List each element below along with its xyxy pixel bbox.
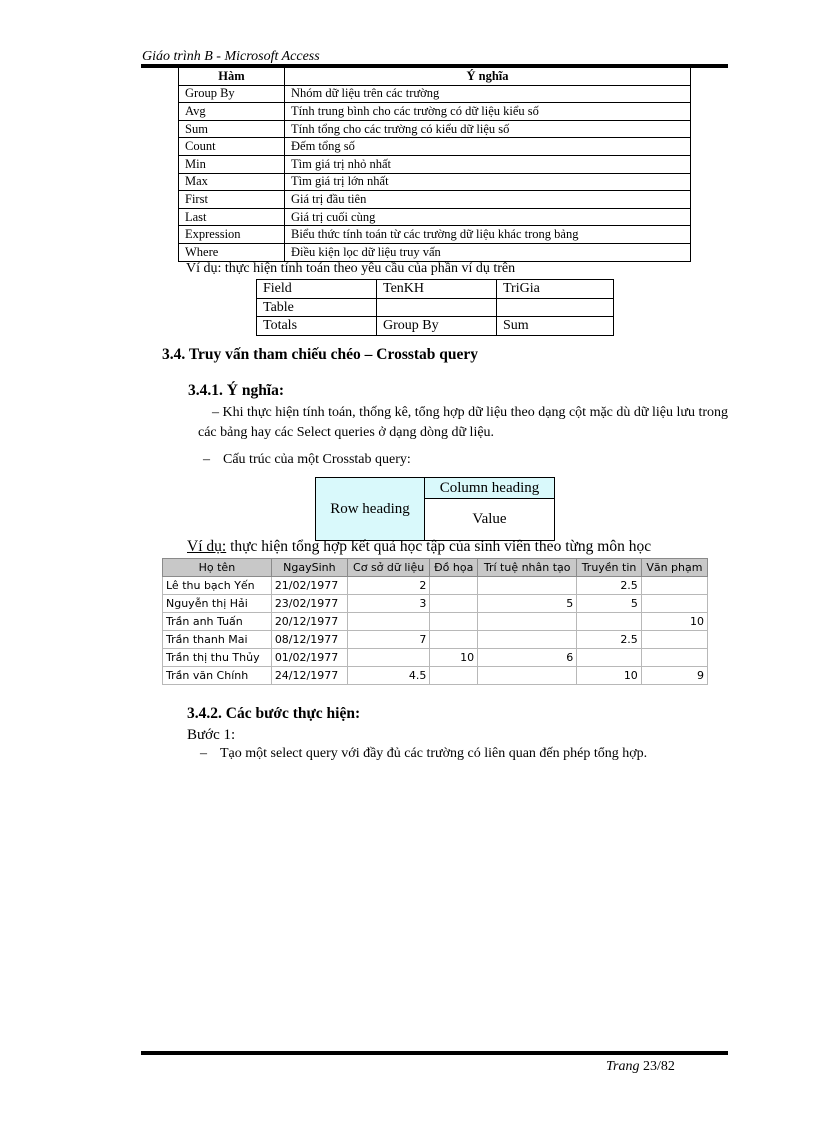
function-name: Expression <box>179 226 285 244</box>
function-name: Min <box>179 155 285 173</box>
score-cell: 4.5 <box>347 667 429 685</box>
qbe-cell: Sum <box>497 317 614 336</box>
qbe-cell: TenKH <box>377 280 497 299</box>
function-name: Count <box>179 138 285 156</box>
score-cell: 10 <box>641 613 707 631</box>
score-cell: 10 <box>430 649 478 667</box>
table-row <box>257 280 614 299</box>
table-row <box>163 595 708 613</box>
step-label: Bước 1: <box>187 727 236 743</box>
student-name: Lê thu bạch Yến <box>163 577 272 595</box>
column-header: Văn phạm <box>641 559 707 577</box>
score-cell: 6 <box>478 649 577 667</box>
score-cell <box>430 631 478 649</box>
page-number <box>606 1059 675 1075</box>
function-name: Sum <box>179 120 285 138</box>
table-row <box>179 138 691 156</box>
column-header: Truyền tin <box>577 559 642 577</box>
function-meaning: Biểu thức tính toán từ các trường dữ liệu khác trong bảng <box>285 226 691 244</box>
table-row <box>179 243 691 261</box>
function-name: Avg <box>179 103 285 121</box>
score-cell <box>641 631 707 649</box>
score-cell <box>641 595 707 613</box>
table-row <box>257 317 614 336</box>
qbe-cell: Group By <box>377 317 497 336</box>
score-cell: 10 <box>577 667 642 685</box>
score-cell <box>430 595 478 613</box>
birth-date: 24/12/1977 <box>271 667 347 685</box>
column-header: Trí tuệ nhân tạo <box>478 559 577 577</box>
page-label: Trang <box>606 1059 643 1074</box>
table-row <box>163 649 708 667</box>
birth-date: 20/12/1977 <box>271 613 347 631</box>
section-heading-3-4-2: 3.4.2. Các bước thực hiện: <box>187 705 361 722</box>
table-row <box>179 173 691 191</box>
function-name: Max <box>179 173 285 191</box>
score-cell <box>478 667 577 685</box>
row-heading-cell: Row heading <box>316 478 425 540</box>
student-name: Trần thị thu Thủy <box>163 649 272 667</box>
table-row <box>257 298 614 317</box>
birth-date: 08/12/1977 <box>271 631 347 649</box>
score-cell <box>478 613 577 631</box>
table-row <box>179 85 691 103</box>
column-header: Họ tên <box>163 559 272 577</box>
score-cell <box>347 613 429 631</box>
section-heading-3-4: 3.4. Truy vấn tham chiếu chéo – Crosstab query <box>162 346 479 363</box>
crosstab-result-datasheet <box>162 558 708 685</box>
student-name: Trần văn Chính <box>163 667 272 685</box>
function-name: Where <box>179 243 285 261</box>
footer-rule <box>141 1051 728 1055</box>
datasheet-header-row <box>163 559 708 577</box>
function-name: Group By <box>179 85 285 103</box>
column-header-function: Hàm <box>179 68 285 86</box>
table-header-row <box>179 68 691 86</box>
qbe-row-label: Table <box>257 298 377 317</box>
dash-bullet: – <box>200 746 207 761</box>
function-meaning: Tính trung bình cho các trường có dữ liệu kiểu số <box>285 103 691 121</box>
paragraph-text: Khi thực hiện tính toán, thống kê, tổng hợp dữ liệu theo dạng cột mặc dù dữ liệu lưu trong các bảng hay các Select queries ở dạng dòng dữ liệu. <box>198 405 729 440</box>
qbe-cell <box>497 298 614 317</box>
birth-date: 01/02/1977 <box>271 649 347 667</box>
function-meaning: Giá trị cuối cùng <box>285 208 691 226</box>
paragraph-meaning <box>198 403 738 443</box>
table-row <box>179 226 691 244</box>
score-cell <box>577 613 642 631</box>
function-meaning: Tìm giá trị nhỏ nhất <box>285 155 691 173</box>
qbe-grid-table <box>256 279 614 336</box>
score-cell: 2.5 <box>577 631 642 649</box>
table-row <box>163 667 708 685</box>
table-row <box>179 120 691 138</box>
score-cell: 3 <box>347 595 429 613</box>
function-meaning: Tìm giá trị lớn nhất <box>285 173 691 191</box>
qbe-cell <box>377 298 497 317</box>
score-cell: 2.5 <box>577 577 642 595</box>
page-header-title: Giáo trình B - Microsoft Access <box>142 49 320 64</box>
column-header: Đồ họa <box>430 559 478 577</box>
score-cell <box>347 649 429 667</box>
score-cell <box>430 667 478 685</box>
function-meaning: Tính tổng cho các trường có kiểu dữ liệu số <box>285 120 691 138</box>
birth-date: 21/02/1977 <box>271 577 347 595</box>
column-header-meaning: Ý nghĩa <box>285 68 691 86</box>
table-row <box>163 613 708 631</box>
aggregate-functions-table <box>178 67 691 262</box>
function-meaning: Đếm tổng số <box>285 138 691 156</box>
dash-bullet: – <box>212 405 219 420</box>
example-caption-2 <box>187 538 651 556</box>
student-name: Trần anh Tuấn <box>163 613 272 631</box>
step-item-text: Tạo một select query với đầy đủ các trường có liên quan đến phép tổng hợp. <box>220 746 648 761</box>
dash-bullet: – <box>203 452 210 467</box>
column-heading-cell: Column heading <box>425 478 554 499</box>
example-label: Ví dụ: <box>187 538 227 555</box>
score-cell: 5 <box>478 595 577 613</box>
score-cell <box>430 613 478 631</box>
function-name: First <box>179 191 285 209</box>
table-row <box>179 191 691 209</box>
qbe-cell: TriGia <box>497 280 614 299</box>
score-cell <box>430 577 478 595</box>
score-cell <box>478 577 577 595</box>
table-row <box>179 103 691 121</box>
page-numbers: 23/82 <box>642 1059 675 1074</box>
value-cell: Value <box>472 511 507 527</box>
function-meaning: Giá trị đầu tiên <box>285 191 691 209</box>
table-row <box>179 155 691 173</box>
example-text: thực hiện tổng hợp kết quả học tập của sinh viên theo từng môn học <box>226 538 652 555</box>
section-heading-3-4-1: 3.4.1. Ý nghĩa: <box>188 382 285 399</box>
paragraph-text: Cấu trúc của một Crosstab query: <box>223 452 411 467</box>
table-row <box>179 208 691 226</box>
crosstab-structure-diagram <box>315 477 555 541</box>
score-cell: 5 <box>577 595 642 613</box>
qbe-row-label: Totals <box>257 317 377 336</box>
score-cell <box>641 577 707 595</box>
birth-date: 23/02/1977 <box>271 595 347 613</box>
function-meaning: Điều kiện lọc dữ liệu truy vấn <box>285 243 691 261</box>
paragraph-structure <box>203 450 411 470</box>
column-header: Cơ sở dữ liệu <box>347 559 429 577</box>
table-row <box>163 577 708 595</box>
function-meaning: Nhóm dữ liệu trên các trường <box>285 85 691 103</box>
column-header: NgaySinh <box>271 559 347 577</box>
table-row <box>163 631 708 649</box>
score-cell <box>577 649 642 667</box>
score-cell <box>641 649 707 667</box>
example-caption: Ví dụ: thực hiện tính toán theo yêu cầu của phần ví dụ trên <box>186 261 516 276</box>
student-name: Nguyễn thị Hải <box>163 595 272 613</box>
qbe-row-label: Field <box>257 280 377 299</box>
student-name: Trần thanh Mai <box>163 631 272 649</box>
score-cell: 9 <box>641 667 707 685</box>
score-cell: 7 <box>347 631 429 649</box>
function-name: Last <box>179 208 285 226</box>
score-cell <box>478 631 577 649</box>
step-item <box>200 746 647 762</box>
score-cell: 2 <box>347 577 429 595</box>
